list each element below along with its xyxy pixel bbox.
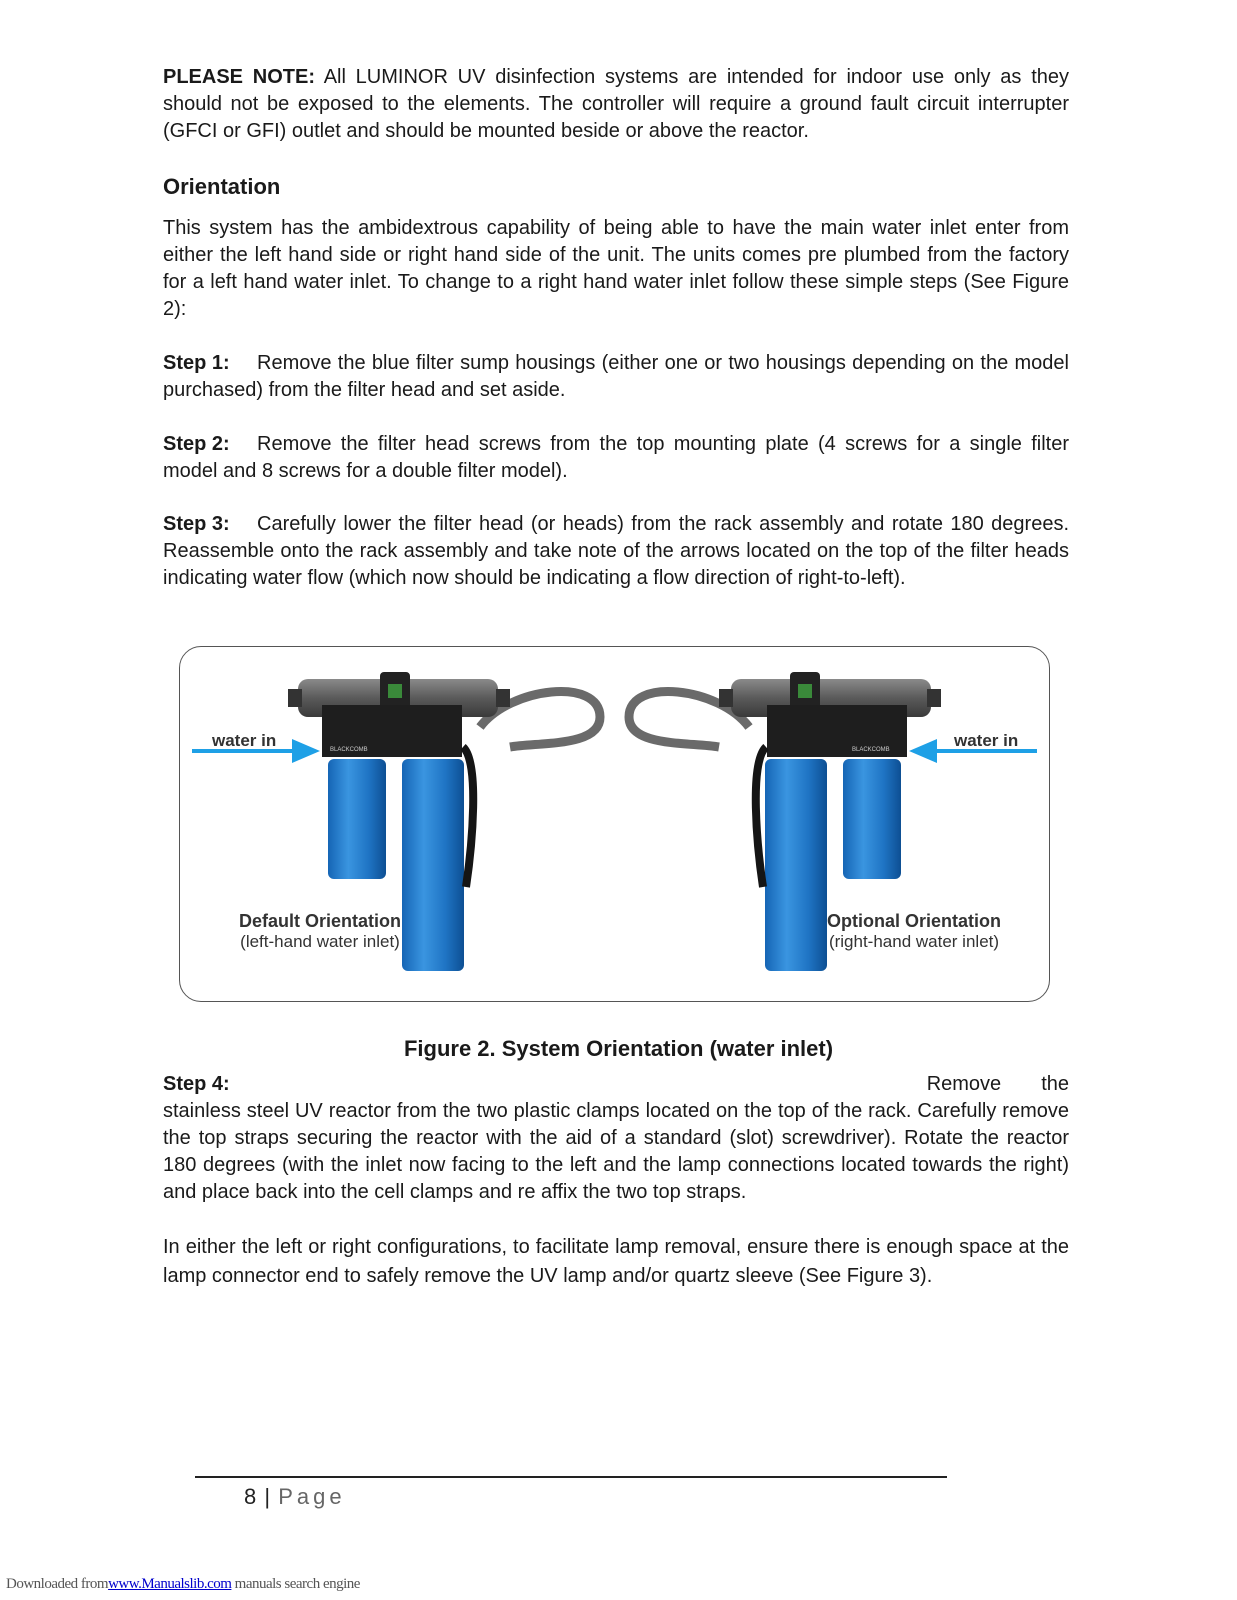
page-separator: |	[264, 1484, 272, 1509]
note-label: PLEASE NOTE:	[163, 66, 316, 88]
optional-orientation-sub: (right-hand water inlet)	[828, 932, 1000, 951]
right-wrench	[756, 747, 766, 887]
section-heading: Orientation	[163, 174, 281, 199]
orientation-figure	[179, 646, 1050, 1002]
optional-orientation-label	[814, 911, 1014, 952]
step-2-text: Remove the filter head screws from the top mounting plate (4 screws for a single filter model and 8 screws for a double filter model).	[163, 433, 1069, 482]
step-3-label: Step 3:	[163, 513, 230, 535]
step-2-label: Step 2:	[163, 433, 230, 455]
left-brand-label: BLACKCOMB	[330, 747, 368, 753]
step-4-text: stainless steel UV reactor from the two plastic clamps located on the top of the rack. Carefully remove the top straps securing the reactor with the aid of a standard (slot) screwdriver). Rotate the reactor 180 degrees (with the inlet now facing to the left and the lamp connections located towards the right) and place back into the cell clamps and re affix the two top straps.	[163, 1100, 1069, 1203]
step-4-header	[163, 1071, 1069, 1098]
step-1-label: Step 1:	[163, 352, 230, 374]
step-3	[163, 511, 1069, 592]
page-number	[244, 1484, 346, 1510]
manualslib-link[interactable]: www.Manualslib.com	[108, 1576, 232, 1592]
step-1-text: Remove the blue filter sump housings (either one or two housings depending on the model purchased) from the filter head and set aside.	[163, 352, 1069, 401]
intro-paragraph: This system has the ambidextrous capability of being able to have the main water inlet enter from either the left hand side or right hand side of the unit. The units comes pre plumbed from the factory for a left hand water inlet. To change to a right hand water inlet follow these simple steps (See Figure 2):	[163, 217, 1069, 320]
left-wrench	[463, 747, 473, 887]
right-water-in-label: water in	[954, 731, 1019, 750]
page-number-value: 8	[244, 1484, 258, 1509]
step-4-label: Step 4:	[163, 1073, 230, 1095]
note-paragraph	[163, 64, 1069, 145]
figure-caption: Figure 2. System Orientation (water inlet)	[403, 1036, 834, 1061]
step-4-word-remove: Remove	[926, 1073, 1002, 1095]
step-3-text: Carefully lower the filter head (or heads) from the rack assembly and rotate 180 degrees. Reassemble onto the rack assembly and take note of the arrows located on the top of the filter heads indicating water flow (which now should be indicating a flow direction of right-to-left).	[163, 513, 1069, 589]
download-suffix: manuals search engine	[234, 1576, 360, 1592]
footer-rule	[195, 1476, 947, 1478]
closing-paragraph: In either the left or right configurations, to facilitate lamp removal, ensure there is enough space at the lamp connector end to safely remove the UV lamp and/or quartz sleeve (See Figure 3).	[163, 1236, 1069, 1287]
default-orientation-sub: (left-hand water inlet)	[240, 932, 400, 951]
right-brand-label: BLACKCOMB	[852, 747, 890, 753]
right-small-sump	[843, 759, 901, 879]
step-1	[163, 350, 1069, 404]
left-small-sump	[328, 759, 386, 879]
download-note	[6, 1576, 360, 1593]
page-word: Page	[278, 1484, 346, 1509]
download-prefix: Downloaded from	[6, 1576, 109, 1592]
step-4-word-the: the	[1041, 1073, 1069, 1095]
step-2	[163, 431, 1069, 485]
note-text: All LUMINOR UV disinfection systems are intended for indoor use only as they should not be exposed to the elements. The controller will require a ground fault circuit interrupter (GFCI or GFI) outlet and should be mounted beside or above the reactor.	[163, 66, 1070, 142]
default-orientation-label	[220, 911, 420, 952]
left-water-in-label: water in	[212, 731, 277, 750]
default-orientation-title: Default Orientation	[238, 911, 401, 931]
optional-orientation-title: Optional Orientation	[827, 911, 1001, 931]
